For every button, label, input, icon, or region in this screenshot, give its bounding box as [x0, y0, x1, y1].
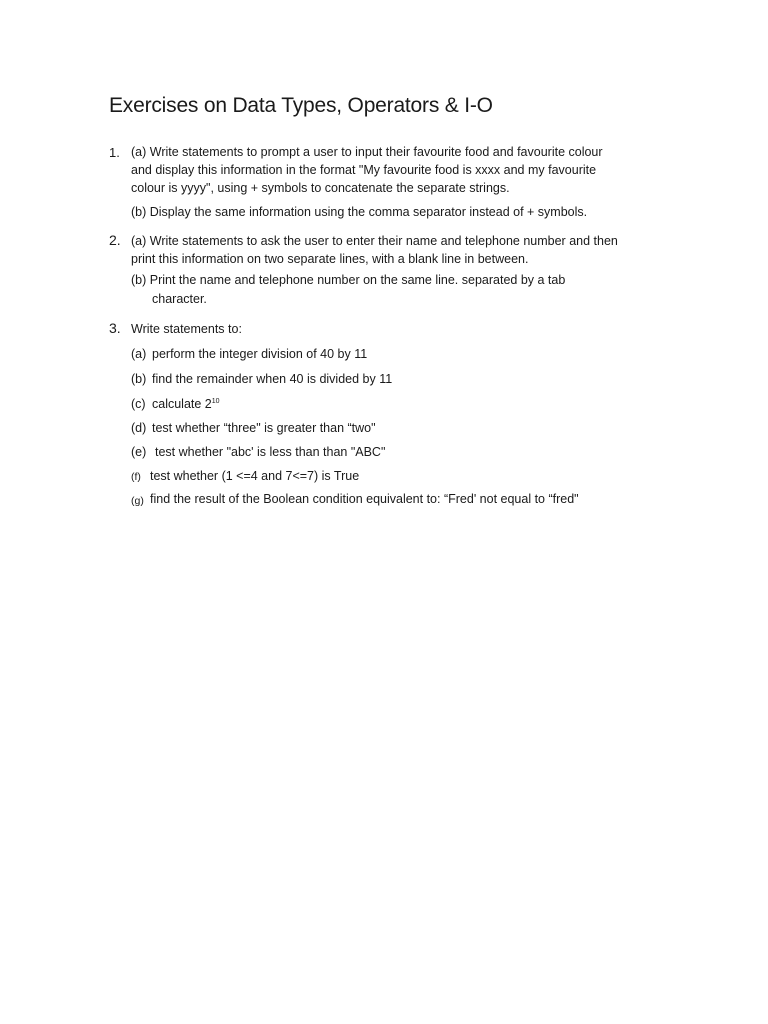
- question-3g-text: find the result of the Boolean condition equivalent to: “Fred' not equal to “fred": [150, 492, 579, 506]
- question-1a-line-3: colour is yyyy", using + symbols to concatenate the separate strings.: [131, 181, 510, 195]
- question-1a-line-2: and display this information in the format "My favourite food is xxxx and my favourite: [131, 163, 597, 177]
- question-3a-label: (a): [131, 347, 147, 361]
- question-3b-label: (b): [131, 372, 147, 386]
- question-1b-line: (b) Display the same information using the comma separator instead of + symbols.: [131, 205, 588, 219]
- question-1-number: 1.: [109, 145, 120, 160]
- question-3-number: 3.: [109, 320, 121, 336]
- question-3c-exponent: 10: [211, 398, 220, 405]
- question-3f-label: (f): [131, 471, 141, 483]
- question-3d-label: (d): [131, 421, 147, 435]
- question-3e-text: test whether "abc' is less than than "ABC": [155, 445, 386, 459]
- question-2a-line-1: (a) Write statements to ask the user to enter their name and telephone number and then: [131, 234, 618, 248]
- question-3f-text: test whether (1 <=4 and 7<=7) is True: [150, 469, 360, 483]
- question-3e-label: (e): [131, 445, 147, 459]
- question-2a-line-2: print this information on two separate lines, with a blank line in between.: [131, 252, 529, 266]
- question-3a-text: perform the integer division of 40 by 11: [152, 347, 368, 361]
- question-3b-text: find the remainder when 40 is divided by 11: [152, 372, 393, 386]
- question-3-intro: Write statements to:: [131, 322, 242, 336]
- question-2b-line-2: character.: [152, 292, 207, 306]
- question-2-number: 2.: [109, 232, 121, 248]
- question-3c-text: [152, 397, 220, 412]
- question-3g-label: (g): [131, 495, 144, 507]
- question-3d-text: test whether “three" is greater than “two": [152, 421, 376, 435]
- question-2b-line-1: (b) Print the name and telephone number on the same line. separated by a tab: [131, 273, 566, 287]
- question-3c-base: calculate 2: [152, 397, 212, 411]
- question-3c-label: (c): [131, 397, 146, 411]
- page-title: Exercises on Data Types, Operators & I-O: [109, 94, 493, 117]
- question-1a-line-1: (a) Write statements to prompt a user to input their favourite food and favourite colour: [131, 145, 603, 159]
